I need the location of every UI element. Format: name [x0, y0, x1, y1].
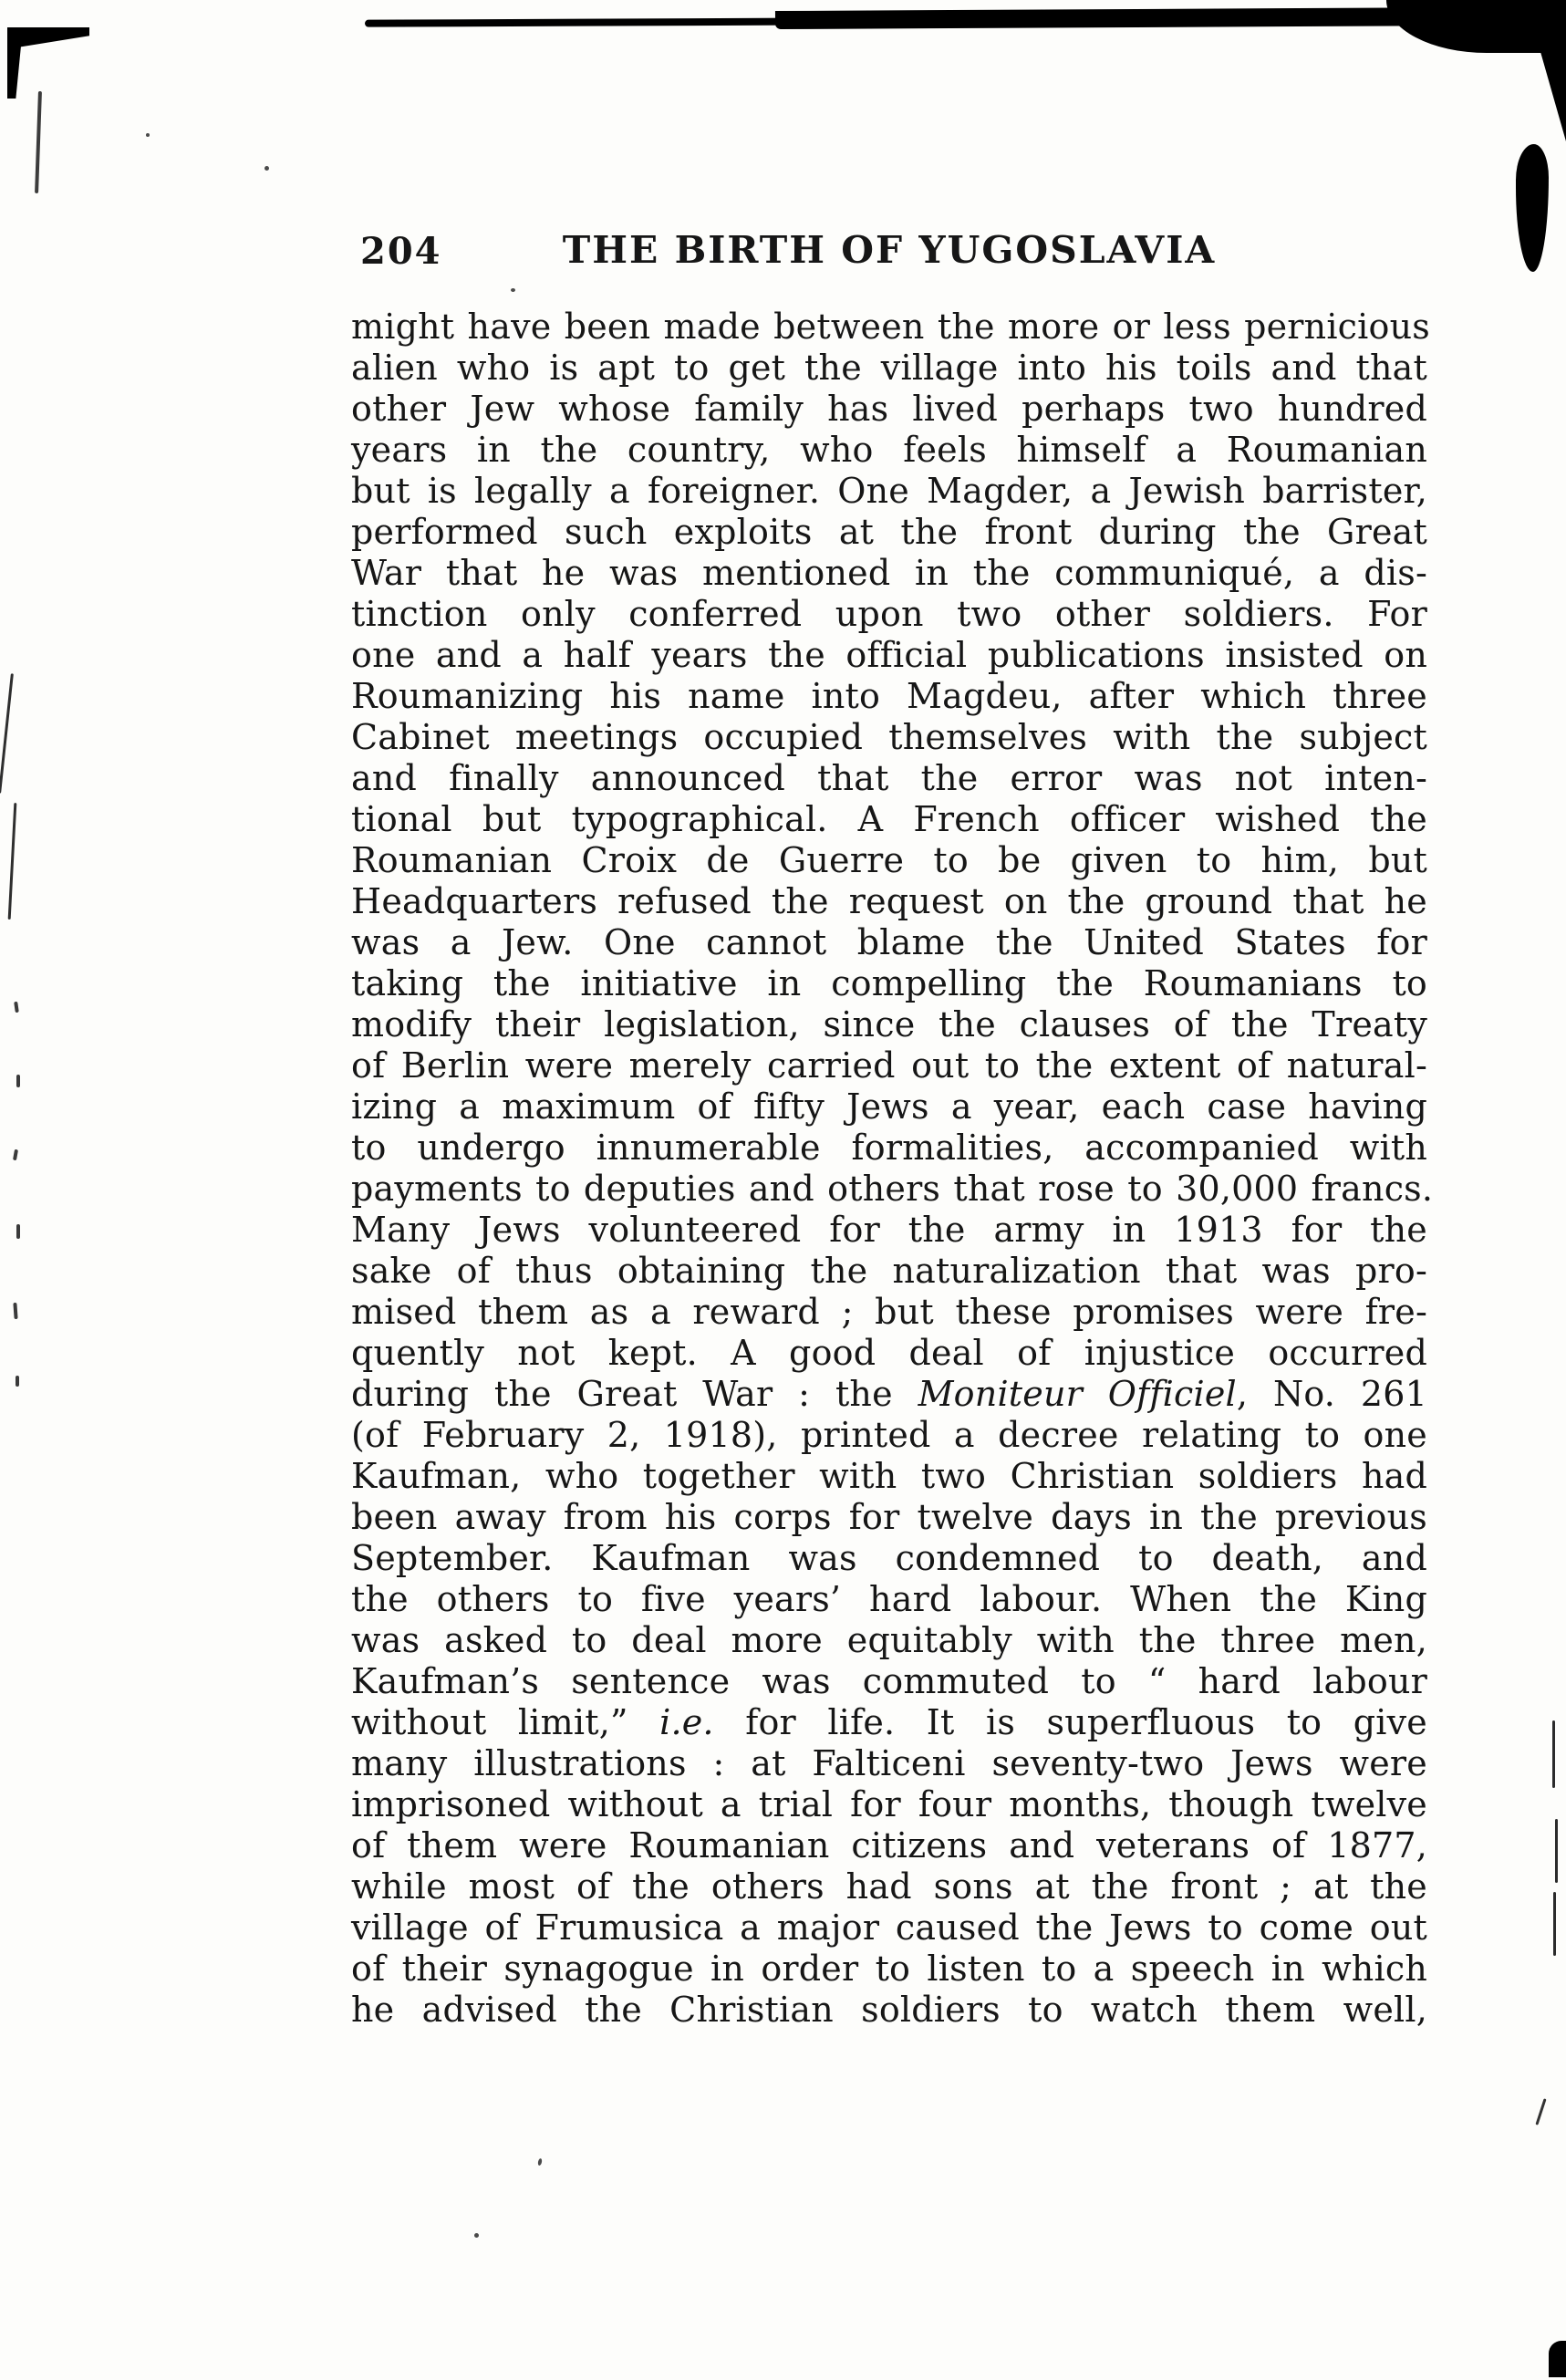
text-line: sake of thus obtaining the naturalization that was pro-	[351, 1251, 1427, 1291]
text-line: taking the initiative in compelling the Roumanians to	[351, 963, 1427, 1003]
text-line: Roumanizing his name into Magdeu, after which three	[351, 676, 1427, 716]
body-text	[351, 307, 1434, 2031]
scan-artifact-left-stroke	[8, 803, 17, 920]
text-line: Kaufman, who together with two Christian soldiers had	[351, 1456, 1427, 1496]
scan-artifact-bottom-right-mark	[1549, 2341, 1566, 2377]
scan-artifact-speck	[14, 1002, 19, 1013]
text-line: of them were Roumanian citizens and veterans of 1877,	[351, 1825, 1427, 1866]
text-line: and finally announced that the error was not inten-	[351, 758, 1427, 798]
text-line: Roumanian Croix de Guerre to be given to him, but	[351, 840, 1427, 880]
scan-artifact-dot	[146, 133, 150, 137]
italic-text-segment: i.e.	[659, 1702, 714, 1742]
text-line: might have been made between the more or less pernicious	[351, 307, 1430, 347]
text-line: September. Kaufman was condemned to death, and	[351, 1538, 1427, 1578]
scan-artifact-top-band-thick	[775, 7, 1487, 29]
page-number: 204	[360, 230, 442, 273]
text-line: mised them as a reward ; but these promises were fre-	[351, 1292, 1427, 1332]
running-title: THE BIRTH OF YUGOSLAVIA	[562, 228, 1217, 272]
scan-artifact-dot	[537, 2158, 543, 2167]
text-line: izing a maximum of fifty Jews a year, each case having	[351, 1086, 1427, 1127]
scan-artifact-speck	[16, 1224, 20, 1239]
text-line: many illustrations : at Falticeni seventy-two Jews were	[351, 1743, 1427, 1783]
scan-artifact-speck	[16, 1376, 19, 1387]
text-line: one and a half years the official publications insisted on	[351, 635, 1427, 675]
text-line: performed such exploits at the front during the Great	[351, 512, 1427, 552]
text-line: tional but typographical. A French officer wished the	[351, 799, 1427, 839]
text-line	[351, 1374, 1427, 1415]
scan-artifact-left-bracket-stem	[7, 27, 23, 99]
text-segment: for life. It is superfluous to give	[713, 1702, 1427, 1742]
scan-artifact-right-ink-blob	[1516, 144, 1549, 272]
scan-artifact-speck	[16, 1075, 20, 1087]
scan-artifact-speck	[13, 1303, 17, 1319]
text-line	[351, 1702, 1427, 1743]
text-line: Cabinet meetings occupied themselves with the subject	[351, 717, 1427, 757]
text-line: the others to five years’ hard labour. When the King	[351, 1579, 1427, 1619]
running-head	[351, 228, 1427, 275]
text-line: of Berlin were merely carried out to the extent of natural-	[351, 1045, 1427, 1086]
scan-artifact-dot	[474, 2233, 479, 2238]
scan-artifact-speck	[13, 1149, 18, 1161]
text-line: tinction only conferred upon two other soldiers. For	[351, 594, 1427, 634]
scan-artifact-dot	[264, 166, 269, 171]
text-line: payments to deputies and others that rose to 30,000 francs.	[351, 1169, 1434, 1209]
text-line: imprisoned without a trial for four months, though twelve	[351, 1784, 1427, 1824]
text-line: he advised the Christian soldiers to watch them well,	[351, 1990, 1427, 2030]
text-line: modify their legislation, since the clauses of the Treaty	[351, 1004, 1427, 1044]
text-segment: , No. 261	[1236, 1374, 1427, 1414]
text-line: of their synagogue in order to listen to a speech in which	[351, 1949, 1427, 1989]
text-line: village of Frumusica a major caused the Jews to come out	[351, 1907, 1427, 1948]
text-segment: during the Great War : the	[351, 1374, 918, 1414]
scan-artifact-dot	[511, 288, 515, 292]
scan-artifact-left-stroke	[0, 673, 14, 794]
text-line: while most of the others had sons at the front ; at the	[351, 1866, 1427, 1907]
text-line: quently not kept. A good deal of injustice occurred	[351, 1333, 1427, 1373]
text-line: to undergo innumerable formalities, accompanied with	[351, 1128, 1427, 1168]
text-line: War that he was mentioned in the communiqué, a dis-	[351, 553, 1427, 593]
text-line: but is legally a foreigner. One Magder, a Jewish barrister,	[351, 471, 1427, 511]
italic-text-segment: Moniteur Officiel	[918, 1374, 1237, 1414]
text-line: Headquarters refused the request on the ground that he	[351, 881, 1427, 921]
text-line: Many Jews volunteered for the army in 1913 for the	[351, 1210, 1427, 1250]
text-line: was a Jew. One cannot blame the United States for	[351, 922, 1427, 962]
text-line: Kaufman’s sentence was commuted to “ hard labour	[351, 1661, 1427, 1701]
text-segment: without limit,”	[351, 1702, 660, 1742]
scan-artifact-right-stroke	[1555, 1819, 1558, 1883]
text-line: was asked to deal more equitably with the three men,	[351, 1620, 1427, 1660]
scan-artifact-right-stroke	[1535, 2098, 1546, 2125]
scan-artifact-right-stroke	[1552, 1720, 1555, 1788]
text-line: years in the country, who feels himself a Roumanian	[351, 430, 1427, 470]
text-line: alien who is apt to get the village into his toils and that	[351, 348, 1427, 388]
text-line: other Jew whose family has lived perhaps two hundred	[351, 389, 1427, 429]
scan-artifact-left-line	[35, 91, 42, 193]
text-line: been away from his corps for twelve days in the previous	[351, 1497, 1427, 1537]
text-line: (of February 2, 1918), printed a decree relating to one	[351, 1415, 1427, 1455]
scan-artifact-right-stroke	[1553, 1892, 1556, 1956]
